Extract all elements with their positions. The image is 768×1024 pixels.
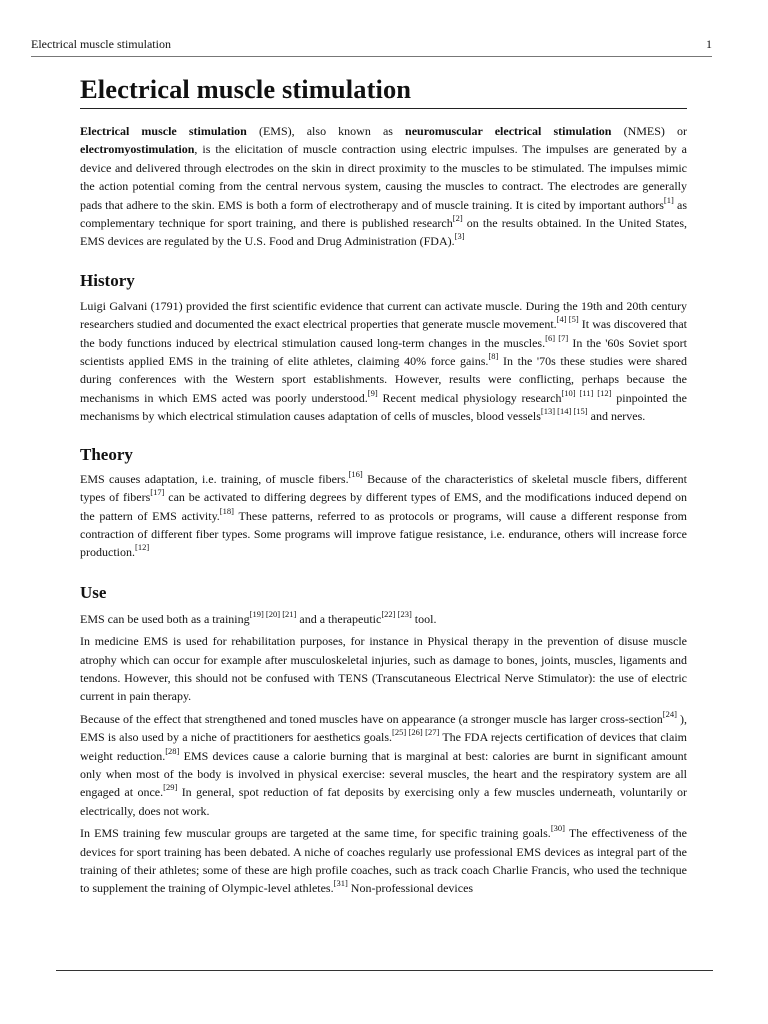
- citation-ref[interactable]: [13] [14] [15]: [540, 406, 588, 417]
- citation-ref[interactable]: [9]: [367, 387, 378, 398]
- section-heading-theory: Theory: [80, 444, 133, 464]
- use-text: EMS devices cause a calorie burning that is marginal at best: calories are burnt in significant amount only when most of the body is involved in physical exercise: several muscles, the heart and the respiratory system are all engaged at once.: [80, 748, 687, 800]
- lead-text: (EMS), also known as: [246, 124, 406, 138]
- use-text: and a therapeutic: [296, 611, 382, 626]
- history-text: In the '70s these studies were shared during conferences with the Western sport establishments. However, results were conflicting, perhaps because the mechanisms in which EMS acted was poorly understood.: [80, 354, 687, 405]
- citation-ref[interactable]: [6] [7]: [545, 332, 569, 343]
- citation-ref[interactable]: [17]: [150, 487, 165, 498]
- term-ems: Electrical muscle stimulation: [80, 124, 247, 138]
- citation-ref[interactable]: [3]: [454, 231, 465, 242]
- page-number: 1: [706, 37, 712, 51]
- theory-text: These patterns, referred to as protocols or programs, will cause a different response from contraction of different fiber types. Some programs will improve fatigue resistance, i.e. endurance, others will increase force production.: [80, 508, 687, 560]
- article-title: Electrical muscle stimulation: [80, 72, 687, 109]
- term-nmes: neuromuscular electrical stimulation: [405, 124, 612, 138]
- section-heading-use: Use: [80, 582, 107, 602]
- use-text: The effectiveness of the devices for sport training has been debated. A niche of coaches regularly use professional EMS devices as integral part of the training of their athletes; some of these are high profile coaches, such as track coach Charlie Francis, who used the technique to supplement the training of Olympic-level athletes.: [80, 826, 687, 896]
- use-text: tool.: [411, 611, 437, 626]
- use-text: EMS can be used both as a training: [80, 611, 250, 626]
- citation-ref[interactable]: [24]: [662, 708, 677, 719]
- citation-ref[interactable]: [16]: [348, 468, 363, 479]
- use-text: In general, spot reduction of fat deposits by exercising only a few muscles underneath, voluntarily or electrically, does not work.: [80, 785, 687, 818]
- history-text: Luigi Galvani (1791) provided the first scientific evidence that current can activate muscle. During the 19th and 20th century researchers studied and documented the exact electrical properties that generate muscle movement.: [80, 298, 687, 332]
- history-text: Recent medical physiology research: [377, 390, 562, 405]
- citation-ref[interactable]: [30]: [550, 823, 565, 834]
- use-paragraph: [80, 710, 687, 820]
- use-paragraph: [80, 824, 687, 898]
- use-text: ), EMS is also used by a niche of practitioners for aesthetics goals.: [80, 711, 687, 745]
- use-paragraph: In medicine EMS is used for rehabilitation purposes, for instance in Physical therapy in the prevention of disuse muscle atrophy which can occur for example after musculoskeletal injuries, such as damage to bones, joints, muscles, ligaments and tendons. However, this should not be confused with TENS (Transcutaneous Electrical Nerve Stimulator): the use of electric current in pain therapy.: [80, 634, 687, 704]
- citation-ref[interactable]: [22] [23]: [381, 608, 412, 619]
- history-paragraph: [80, 297, 687, 426]
- use-text: The FDA rejects certification of devices that claim weight reduction.: [80, 730, 688, 763]
- theory-paragraph: [80, 470, 687, 562]
- citation-ref[interactable]: [4] [5]: [556, 314, 579, 325]
- citation-ref[interactable]: [28]: [165, 745, 180, 756]
- running-title: Electrical muscle stimulation: [31, 37, 171, 51]
- theory-text: can be activated to differing degrees by different types of EMS, and the modifications induced depend on the pattern of EMS activity.: [80, 490, 687, 523]
- lead-text: on the results obtained. In the United States, EMS devices are regulated by the U.S. Food and Drug Administration (FDA).: [80, 216, 687, 249]
- use-paragraph: [80, 610, 687, 628]
- citation-ref[interactable]: [8]: [488, 351, 499, 362]
- citation-ref[interactable]: [10] [11] [12]: [561, 387, 612, 398]
- lead-text: as complementary technique for sport training, and there is published research: [80, 197, 687, 231]
- lead-paragraph: [80, 122, 687, 251]
- section-heading-history: History: [80, 270, 135, 290]
- citation-ref[interactable]: [2]: [452, 213, 463, 224]
- lead-text: (NMES) or: [611, 124, 688, 138]
- history-text: In the '60s Soviet sport scientists applied EMS in the training of elite athletes, claiming 40% force gains.: [80, 335, 687, 369]
- lead-text: , is the elicitation of muscle contraction using electric impulses. The impulses are generated by a device and delivered through electrodes on the skin in direct proximity to the muscles to be stimulated. The impulses mimic the action potential coming from the central nervous system, causing the muscles to contract. The electrodes are generally pads that adhere to the skin. EMS is both a form of electrotherapy and of muscle training. It is cited by important authors: [80, 142, 687, 212]
- history-text: pinpointed the mechanisms by which electrical stimulation causes adaptation of cells of muscles, blood vessels: [80, 390, 688, 424]
- theory-text: Because of the characteristics of skeletal muscle fibers, different types of fibers: [80, 471, 687, 505]
- use-text: Non-professional devices: [347, 881, 474, 896]
- term-electromyostimulation: electromyostimulation: [80, 142, 195, 157]
- page-header: [31, 35, 712, 57]
- citation-ref[interactable]: [31]: [333, 878, 348, 889]
- footer-rule: [56, 970, 713, 971]
- history-text: and nerves.: [587, 409, 646, 424]
- history-text: It was discovered that the body functions induced by electrical stimulation caused long-term changes in the muscles.: [80, 317, 687, 350]
- citation-ref[interactable]: [29]: [163, 782, 178, 793]
- citation-ref[interactable]: [18]: [219, 505, 234, 516]
- citation-ref[interactable]: [1]: [663, 194, 674, 205]
- citation-ref[interactable]: [25] [26] [27]: [392, 727, 440, 738]
- citation-ref[interactable]: [12]: [135, 542, 150, 553]
- use-text: Because of the effect that strengthened and toned muscles have on appearance (a stronger muscle has larger cross-section: [80, 711, 663, 726]
- article-body: [80, 72, 687, 898]
- theory-text: EMS causes adaptation, i.e. training, of muscle fibers.: [80, 471, 349, 486]
- use-text: In EMS training few muscular groups are targeted at the same time, for specific training goals.: [80, 826, 551, 841]
- citation-ref[interactable]: [19] [20] [21]: [249, 608, 297, 619]
